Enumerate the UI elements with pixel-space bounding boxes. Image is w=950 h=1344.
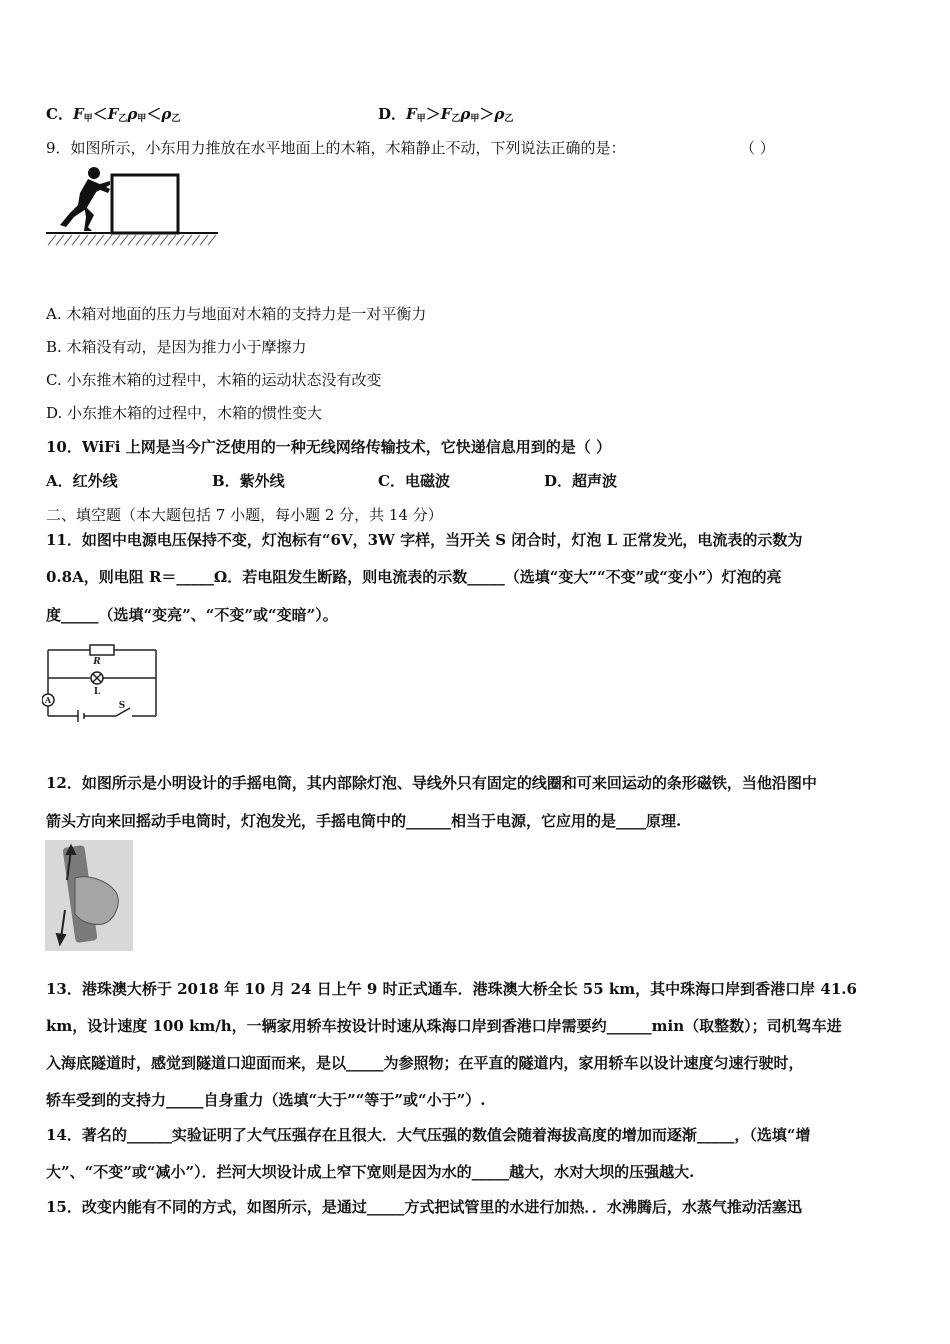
q9-stem: 9．如图所示，小东用力推放在水平地面上的木箱，木箱静止不动，下列说法正确的是：: [46, 139, 626, 157]
q13-line-4: 轿车受到的支持力_____自身重力（选填“大于”“等于”或“小于”）.: [46, 1091, 486, 1109]
q9-option-c: C. 小东推木箱的过程中，木箱的运动状态没有改变: [46, 371, 382, 389]
q8-option-d: D．$F_甲>F_乙\rho_甲>\rho_乙$: [378, 105, 514, 124]
q13-line-3: 入海底隧道时，感觉到隧道口迎面而来，是以_____为参照物；在平直的隧道内，家用轿车以设计速度匀速行驶时，: [46, 1054, 804, 1072]
label-a: A: [44, 695, 52, 705]
q15-line-1: 15．改变内能有不同的方式，如图所示，是通过_____方式把试管里的水进行加热．．水沸腾后，水蒸气推动活塞迅: [46, 1198, 802, 1216]
label-l: L: [93, 687, 101, 697]
q14-line-1: 14．著名的______实验证明了大气压强存在且很大．大气压强的数值会随着海拔高度的增加而逐渐_____，（选填“增: [46, 1126, 811, 1144]
q12-line-1: 12．如图所示是小明设计的手摇电筒，其内部除灯泡、导线外只有固定的线圈和可来回运动的条形磁铁，当他沿图中: [46, 774, 817, 792]
q9-option-b: B. 木箱没有动，是因为推力小于摩擦力: [46, 338, 307, 356]
q9-option-a: A. 木箱对地面的压力与地面对木箱的支持力是一对平衡力: [46, 305, 427, 323]
resistor-r: [90, 645, 114, 655]
wooden-box: [112, 175, 178, 233]
label-r: R: [93, 657, 101, 667]
q14-line-2: 大”、“不变”或“减小”）．拦河大坝设计成上窄下宽则是因为水的_____越大，水对大坝的压强越大.: [46, 1163, 695, 1181]
q10-stem: 10．WiFi 上网是当今广泛使用的一种无线网络传输技术，它快递信息用到的是（ ）: [46, 438, 611, 456]
q11-line-2: 0.8A，则电阻 R＝_____Ω．若电阻发生断路，则电流表的示数_____（选填“变大”“不变”或“变小”）灯泡的亮: [46, 568, 782, 586]
q10-option-d: D．超声波: [544, 472, 618, 490]
person-pushing: [60, 167, 110, 231]
section-2-heading: 二、填空题（本大题包括 7 小题，每小题 2 分，共 14 分）: [46, 506, 443, 524]
q9-option-d: D. 小东推木箱的过程中，木箱的惯性变大: [46, 404, 323, 422]
label-s: S: [118, 701, 126, 711]
q11-line-3: 度_____（选填“变亮”、“不变”或“变暗”）。: [46, 606, 338, 624]
q13-line-2: km，设计速度 100 km/h，一辆家用轿车按设计时速从珠海口岸到香港口岸需要约______min（取整数）；司机驾车进: [46, 1017, 842, 1035]
q10-option-c: C．电磁波: [378, 472, 450, 490]
q9-answer-paren: （ ）: [740, 139, 775, 157]
q12-line-2: 箭头方向来回摇动手电筒时，灯泡发光，手摇电筒中的______相当于电源，它应用的是____原理.: [46, 812, 682, 830]
circuit-diagram: [42, 642, 162, 722]
hand-flashlight-photo: [45, 840, 133, 951]
q11-line-1: 11．如图中电源电压保持不变，灯泡标有“6V，3W 字样，当开关 S 闭合时，灯泡 L 正常发光，电流表的示数为: [46, 531, 803, 549]
q8-option-c: C．$F_甲<F_乙\rho_甲<\rho_乙$: [46, 105, 181, 124]
q13-line-1: 13．港珠澳大桥于 2018 年 10 月 24 日上午 9 时正式通车．港珠澳大桥全长 55 km，其中珠海口岸到香港口岸 41.6: [46, 980, 857, 998]
q10-option-b: B．紫外线: [212, 472, 285, 490]
push-box-figure: [44, 165, 220, 250]
q10-option-a: A．红外线: [46, 472, 118, 490]
